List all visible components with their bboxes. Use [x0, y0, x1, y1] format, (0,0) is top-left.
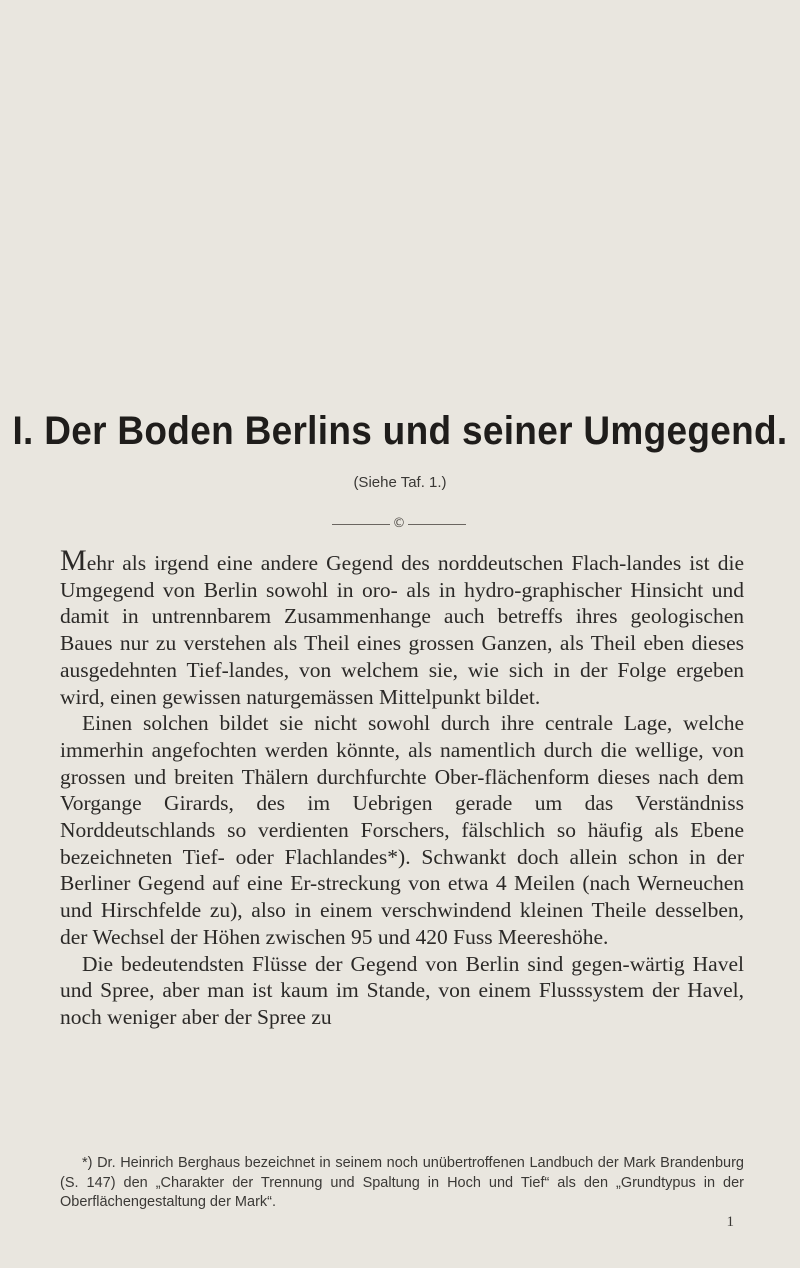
- chapter-title: I. Der Boden Berlins und seiner Umgegend.: [12, 408, 788, 453]
- footnote-text: *) Dr. Heinrich Berghaus bezeichnet in seinem noch unübertroffenen Landbuch der Mark Brandenburg (S. 147) den „Charakter der Trennung und Spaltung in Hoch und Tief“ als den „Grundtypus in der Oberflächengestaltung der Mark“.: [60, 1155, 744, 1210]
- ornament-mark: ©: [392, 516, 406, 531]
- paragraph-2: Einen solchen bildet sie nicht sowohl durch ihre centrale Lage, welche immerhin angefochten werden könnte, als namentlich durch die wellige, von grossen und breiten Thälern durchfurchte Ober-flächenform dieses nach dem Vorgange Girards, des im Uebrigen gerade um das Verständniss Norddeutschlands so verdienten Forschers, fälschlich so häufig als Ebene bezeichneten Tief- oder Flachlandes*). Schwankt doch allein schon in der Berliner Gegend auf eine Er-streckung von etwa 4 Meilen (nach Werneuchen und Hirschfelde zu), also in einem verschwindend kleinen Theile desselben, der Wechsel der Höhen zwischen 95 und 420 Fuss Meereshöhe.: [60, 711, 744, 949]
- ornament-rule-right: [408, 524, 466, 525]
- paragraph-1: [60, 546, 744, 710]
- body-text: [60, 546, 744, 1031]
- section-ornament: [332, 518, 466, 532]
- ornament-rule-left: [332, 524, 390, 525]
- paragraph-1-text: ehr als irgend eine andere Gegend des norddeutschen Flach-landes ist die Umgegend von Berlin sowohl in oro- als in hydro-graphischer Hinsicht und damit in untrennbarem Zusammenhange auch betreffs ihres geologischen Baues nur zu verstehen als Theil eines grossen Ganzen, als Theil eben dieses ausgedehnten Tief-landes, von welchem sie, wie sich in der Folge ergeben wird, einen gewissen naturgemässen Mittelpunkt bildet.: [60, 551, 744, 709]
- chapter-subtitle: (Siehe Taf. 1.): [353, 474, 447, 491]
- paragraph-3: Die bedeutendsten Flüsse der Gegend von Berlin sind gegen-wärtig Havel und Spree, aber man ist kaum im Stande, von einem Flusssystem der Havel, noch weniger aber der Spree zu: [60, 951, 744, 1029]
- footnote: [60, 1154, 744, 1213]
- page-number: 1: [726, 1214, 734, 1230]
- initial-letter: M: [60, 544, 87, 577]
